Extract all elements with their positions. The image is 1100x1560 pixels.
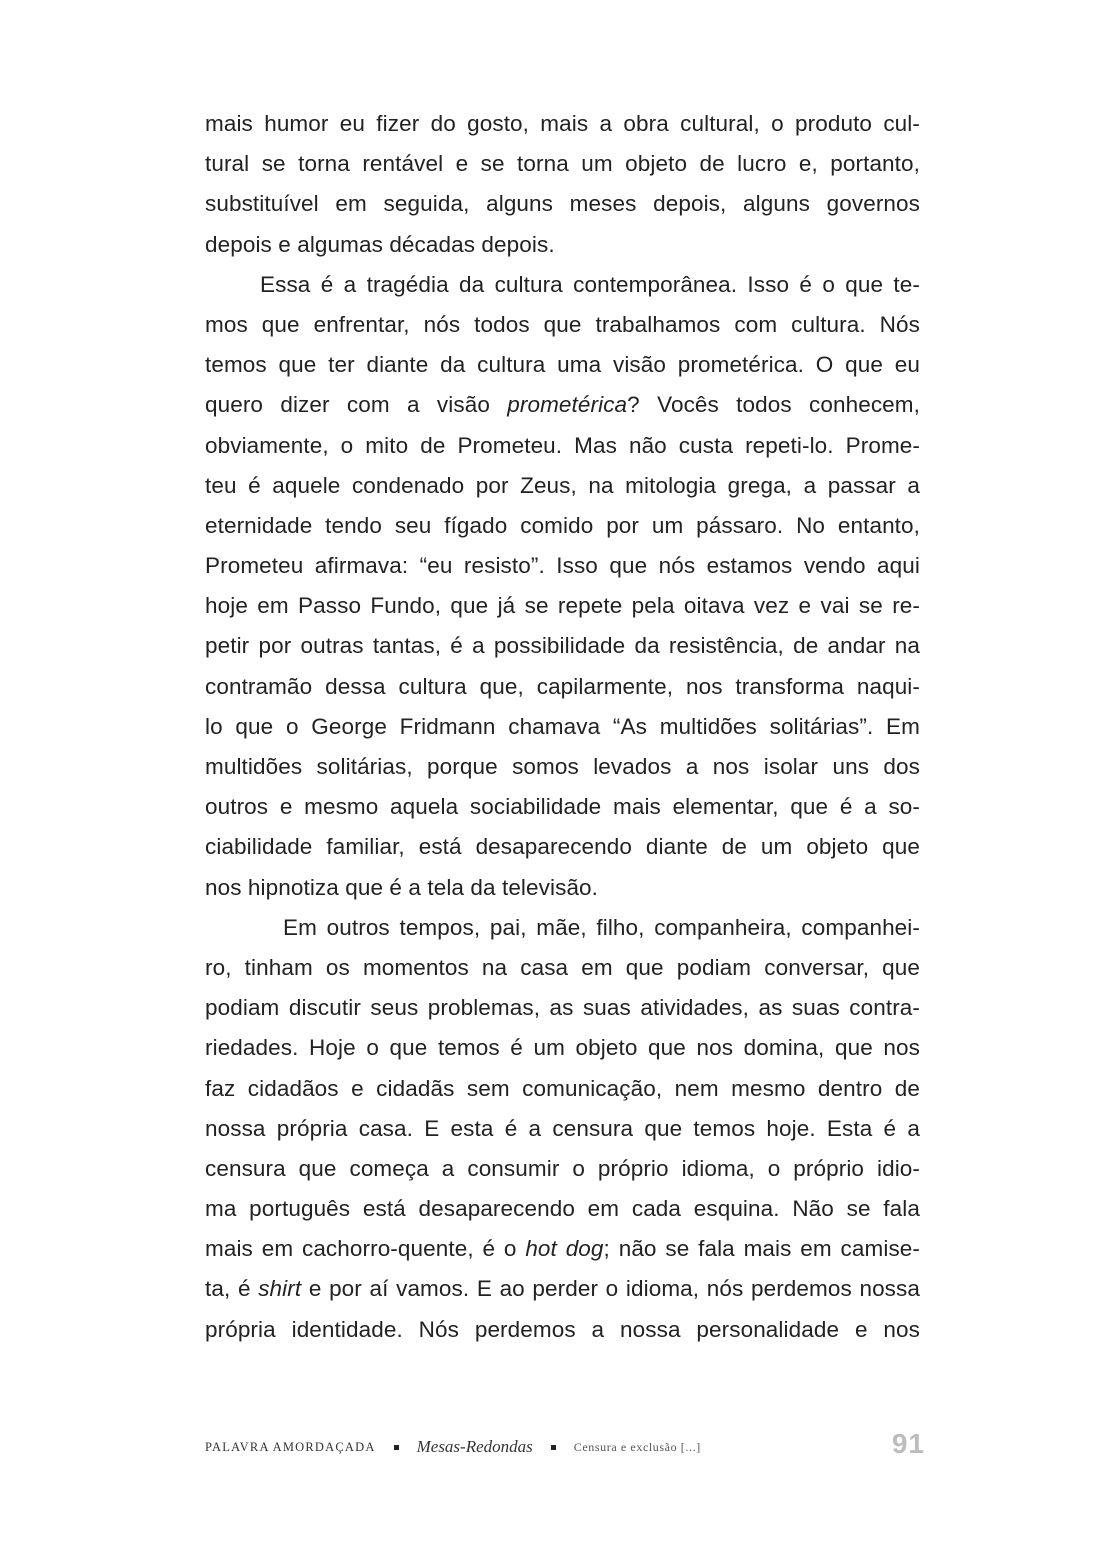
text-line: censura que começa a consumir o próprio idioma, o próprio idio- — [205, 1155, 920, 1181]
text-line: temos que ter diante da cultura uma visão prometérica. O que eu — [205, 352, 920, 378]
text-line: contramão dessa cultura que, capilarmente, nos transforma naqui- — [205, 673, 920, 699]
text-line: quero dizer com a visão prometérica? Vocês todos conhecem, — [205, 392, 920, 418]
text-line: ro, tinham os momentos na casa em que podiam conversar, que — [205, 954, 920, 980]
text-line: depois e algumas décadas depois. — [205, 231, 555, 257]
text-line: faz cidadãos e cidadãs sem comunicação, nem mesmo dentro de — [205, 1075, 920, 1101]
bullet-separator — [551, 1445, 556, 1450]
page-footer — [205, 1428, 925, 1462]
text-line: teu é aquele condenado por Zeus, na mitologia grega, a passar a — [205, 472, 920, 498]
bullet-separator — [394, 1445, 399, 1450]
text-line: obviamente, o mito de Prometeu. Mas não custa repeti-lo. Prome- — [205, 432, 920, 458]
text-line: Prometeu afirmava: “eu resisto”. Isso que nós estamos vendo aqui — [205, 553, 920, 579]
text-line: nossa própria casa. E esta é a censura que temos hoje. Esta é a — [205, 1115, 920, 1141]
text-line: eternidade tendo seu fígado comido por um pássaro. No entanto, — [205, 512, 920, 538]
text-line: hoje em Passo Fundo, que já se repete pela oitava vez e vai se re- — [205, 593, 920, 619]
text-line: mais em cachorro-quente, é o hot dog; não se fala mais em camise- — [205, 1236, 921, 1262]
text-line: Essa é a tragédia da cultura contemporânea. Isso é o que te- — [260, 271, 920, 297]
italic-term: shirt — [258, 1276, 302, 1302]
text-line: multidões solitárias, porque somos levados a nos isolar uns dos — [205, 754, 920, 779]
text-line: ma português está desaparecendo em cada esquina. Não se fala — [205, 1196, 920, 1222]
text-line: ciabilidade familiar, está desaparecendo diante de um objeto que — [205, 834, 920, 860]
text-line: substituível em seguida, alguns meses depois, alguns governos — [205, 191, 920, 217]
italic-term: hot dog — [525, 1236, 604, 1262]
text-line: mos que enfrentar, nós todos que trabalhamos com cultura. Nós — [205, 311, 920, 337]
text-line: tural se torna rentável e se torna um objeto de lucro e, portanto, — [205, 151, 920, 177]
text-line: petir por outras tantas, é a possibilidade da resistência, de andar na — [205, 633, 920, 659]
text-line: nos hipnotiza que é a tela da televisão. — [205, 874, 599, 900]
text-line: mais humor eu fizer do gosto, mais a obra cultural, o produto cul- — [205, 111, 920, 136]
text-line: própria identidade. Nós perdemos a nossa personalidade e nos — [205, 1316, 920, 1342]
body-text — [205, 104, 920, 1350]
text-line: ta, é shirt e por aí vamos. E ao perder o idioma, nós perdemos nossa — [205, 1276, 920, 1302]
footer-book-title: PALAVRA AMORDAÇADA — [205, 1439, 376, 1454]
page-number: 91 — [891, 1428, 925, 1459]
footer-chapter-title: Censura e exclusão [...] — [573, 1439, 701, 1454]
text-line: podiam discutir seus problemas, as suas atividades, as suas contra- — [205, 995, 920, 1021]
text-line: lo que o George Fridmann chamava “As multidões solitárias”. Em — [205, 713, 920, 739]
italic-term: prometérica — [507, 392, 628, 418]
text-line: outros e mesmo aquela sociabilidade mais elementar, que é a so- — [205, 794, 920, 820]
text-line: riedades. Hoje o que temos é um objeto que nos domina, que nos — [205, 1035, 920, 1061]
footer-section-title: Mesas-Redondas — [416, 1437, 533, 1456]
text-line: Em outros tempos, pai, mãe, filho, companheira, companhei- — [283, 914, 920, 940]
